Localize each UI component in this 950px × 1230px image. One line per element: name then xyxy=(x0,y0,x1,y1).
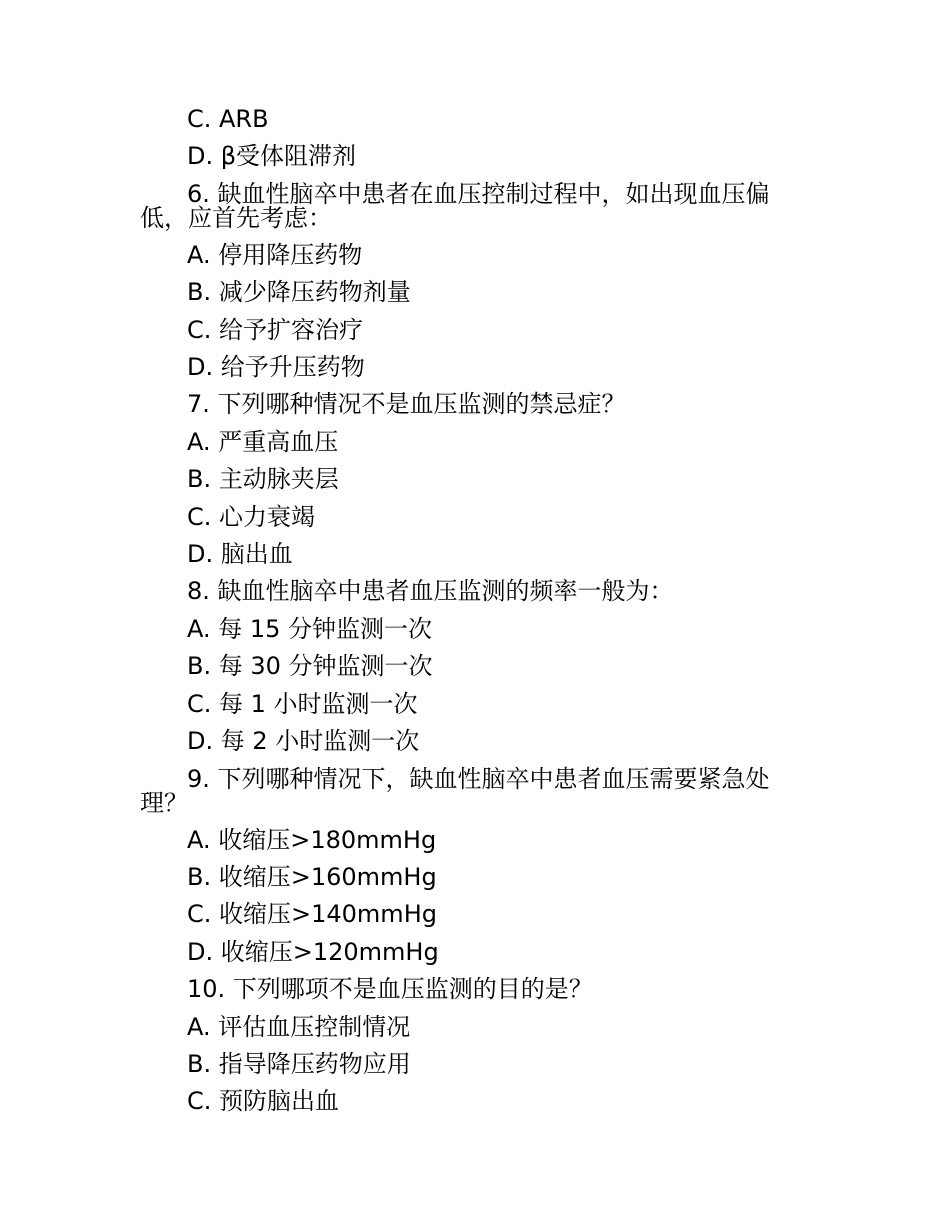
option-line: B. 每 30 分钟监测一次 xyxy=(187,652,433,681)
option-line: A. 评估血压控制情况 xyxy=(187,1012,411,1041)
question-line: 8. 缺血性脑卒中患者血压监测的频率一般为： xyxy=(187,577,674,606)
option-line: B. 收缩压>160mmHg xyxy=(187,862,437,891)
question-list xyxy=(140,101,800,1121)
option-line: B. 指导降压药物应用 xyxy=(187,1049,411,1078)
question-line xyxy=(140,764,800,817)
option-line: B. 减少降压药物剂量 xyxy=(187,278,411,307)
option-line: C. 心力衰竭 xyxy=(187,502,316,531)
question-text-continued: 低，应首先考虑： xyxy=(140,203,332,232)
option-line: A. 停用降压药物 xyxy=(187,240,363,269)
option-line: A. 每 15 分钟监测一次 xyxy=(187,614,433,643)
question-line xyxy=(140,179,800,232)
option-line: C. 预防脑出血 xyxy=(187,1087,340,1116)
option-line: C. ARB xyxy=(187,105,269,133)
option-line: D. 给予升压药物 xyxy=(187,353,365,382)
option-line: B. 主动脉夹层 xyxy=(187,465,339,494)
question-line: 10. 下列哪项不是血压监测的目的是？ xyxy=(187,975,593,1004)
option-line: C. 收缩压>140mmHg xyxy=(187,900,437,929)
question-line: 7. 下列哪种情况不是血压监测的禁忌症？ xyxy=(187,390,626,419)
option-line: D. 脑出血 xyxy=(187,540,293,569)
option-line: D. β受体阻滞剂 xyxy=(187,142,357,171)
question-text-continued: 理？ xyxy=(140,788,188,817)
option-line: C. 给予扩容治疗 xyxy=(187,315,364,344)
option-line: D. 收缩压>120mmHg xyxy=(187,937,439,966)
question-text-first: 9. 下列哪种情况下，缺血性脑卒中患者血压需要紧急处 xyxy=(187,764,770,793)
option-line: A. 严重高血压 xyxy=(187,427,339,456)
option-line: C. 每 1 小时监测一次 xyxy=(187,689,418,718)
option-line: A. 收缩压>180mmHg xyxy=(187,825,437,854)
question-text-first: 6. 缺血性脑卒中患者在血压控制过程中，如出现血压偏 xyxy=(187,179,770,208)
option-line: D. 每 2 小时监测一次 xyxy=(187,727,420,756)
